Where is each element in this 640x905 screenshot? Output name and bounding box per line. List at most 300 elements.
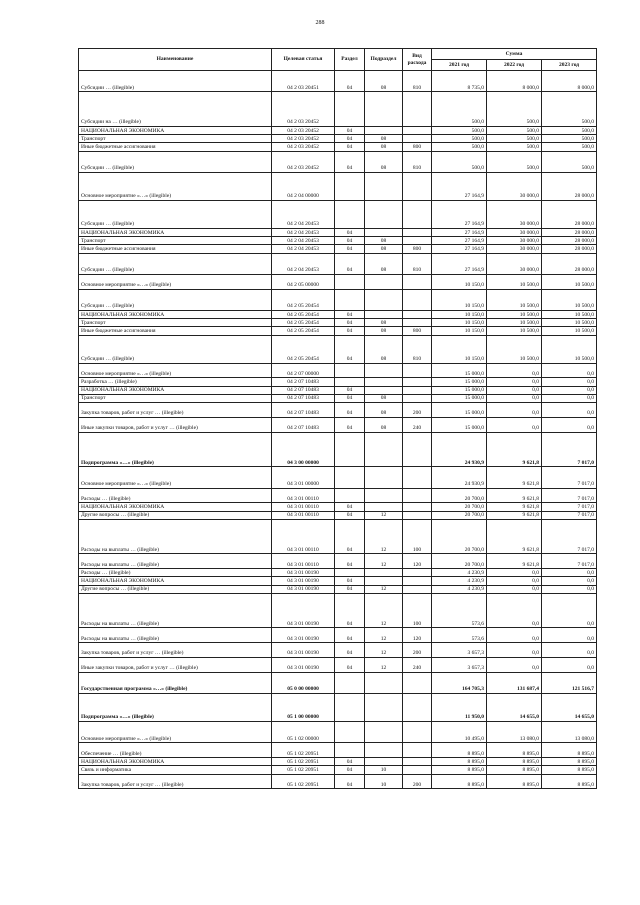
row-subsection: 12: [365, 511, 403, 519]
row-type: [403, 488, 432, 503]
row-sum-2021: 10 150,0: [432, 311, 487, 319]
row-name: Иные закупки товаров, работ и услуг … (illegible): [79, 417, 272, 432]
table-row: [79, 403, 597, 418]
row-section: [335, 488, 365, 503]
table-row: [79, 672, 597, 693]
row-sum-2023: 28 000,0: [542, 200, 597, 228]
row-subsection: 12: [365, 585, 403, 593]
row-subsection: 08: [365, 237, 403, 245]
row-sum-2023: 10 500,0: [542, 327, 597, 335]
table-row: [79, 363, 597, 378]
row-target: 04 3 01 00190: [272, 593, 335, 628]
row-sum-2021: 164 705,3: [432, 672, 487, 693]
row-section: 04: [335, 417, 365, 432]
row-target: 04 2 07 10483: [272, 394, 335, 402]
row-target: 04 2 03 20452: [272, 151, 335, 172]
row-name: Другие вопросы … (illegible): [79, 511, 272, 519]
table-row: [79, 245, 597, 253]
row-section: 04: [335, 71, 365, 92]
table-row: [79, 71, 597, 92]
table-body: [79, 71, 597, 789]
row-section: [335, 569, 365, 577]
table-row: [79, 766, 597, 774]
row-type: [403, 758, 432, 766]
row-type: [403, 743, 432, 758]
row-sum-2021: 15 000,0: [432, 403, 487, 418]
row-sum-2023: 0,0: [542, 585, 597, 593]
table-row: [79, 743, 597, 758]
row-sum-2021: 10 150,0: [432, 335, 487, 363]
row-target: 04 3 01 00110: [272, 511, 335, 519]
row-sum-2023: 7 017,0: [542, 488, 597, 503]
row-subsection: 08: [365, 71, 403, 92]
row-subsection: [365, 569, 403, 577]
row-sum-2021: 15 000,0: [432, 378, 487, 386]
row-sum-2021: 15 000,0: [432, 417, 487, 432]
row-name: Основное мероприятие «…» (illegible): [79, 467, 272, 488]
row-type: 120: [403, 628, 432, 643]
row-target: 04 2 04 20453: [272, 228, 335, 236]
row-type: [403, 126, 432, 134]
row-section: 04: [335, 335, 365, 363]
row-sum-2022: 30 000,0: [487, 237, 542, 245]
row-section: [335, 432, 365, 467]
row-sum-2023: 8 895,0: [542, 774, 597, 789]
row-sum-2021: 20 700,0: [432, 511, 487, 519]
table-row: [79, 628, 597, 643]
row-sum-2021: 27 164,9: [432, 228, 487, 236]
table-row: [79, 143, 597, 151]
row-sum-2023: 7 017,0: [542, 511, 597, 519]
table-row: [79, 92, 597, 127]
row-sum-2022: 500,0: [487, 135, 542, 143]
row-sum-2021: 10 150,0: [432, 327, 487, 335]
row-subsection: [365, 228, 403, 236]
row-target: 04 2 03 20452: [272, 126, 335, 134]
row-sum-2021: 8 895,0: [432, 758, 487, 766]
row-sum-2022: 9 621,8: [487, 519, 542, 554]
row-section: 04: [335, 511, 365, 519]
row-name: Подпрограмма «…» (illegible): [79, 432, 272, 467]
row-sum-2021: 500,0: [432, 126, 487, 134]
row-sum-2022: 9 621,8: [487, 554, 542, 569]
row-target: 04 2 03 20452: [272, 135, 335, 143]
row-sum-2022: 0,0: [487, 378, 542, 386]
row-sum-2021: 8 895,0: [432, 766, 487, 774]
row-type: [403, 511, 432, 519]
row-section: 04: [335, 503, 365, 511]
row-sum-2022: 0,0: [487, 628, 542, 643]
row-name: Основное мероприятие «…» (illegible): [79, 363, 272, 378]
row-sum-2023: 10 500,0: [542, 335, 597, 363]
row-sum-2022: 10 500,0: [487, 311, 542, 319]
row-sum-2021: 500,0: [432, 92, 487, 127]
row-sum-2022: 0,0: [487, 569, 542, 577]
row-sum-2022: 9 621,8: [487, 467, 542, 488]
table-row: [79, 311, 597, 319]
row-sum-2023: 7 017,0: [542, 503, 597, 511]
page-number: 288: [315, 20, 325, 26]
row-name: Основное мероприятие «…» (illegible): [79, 722, 272, 743]
row-section: 04: [335, 245, 365, 253]
row-section: [335, 200, 365, 228]
row-sum-2021: 8 895,0: [432, 774, 487, 789]
row-sum-2023: 0,0: [542, 569, 597, 577]
row-subsection: [365, 722, 403, 743]
row-section: [335, 289, 365, 310]
row-sum-2023: 28 000,0: [542, 245, 597, 253]
row-name: Субсидии на … (illegible): [79, 92, 272, 127]
row-target: 04 2 04 20453: [272, 253, 335, 274]
row-sum-2023: 0,0: [542, 643, 597, 658]
row-target: 04 3 01 00190: [272, 577, 335, 585]
row-subsection: [365, 92, 403, 127]
row-sum-2023: 0,0: [542, 386, 597, 394]
row-sum-2022: 9 621,8: [487, 503, 542, 511]
row-subsection: 08: [365, 403, 403, 418]
row-sum-2021: 3 657,3: [432, 657, 487, 672]
row-name: Закупка товаров, работ и услуг … (illegible): [79, 643, 272, 658]
row-section: 04: [335, 151, 365, 172]
table-row: [79, 511, 597, 519]
row-sum-2023: 10 500,0: [542, 319, 597, 327]
row-name: Другие вопросы … (illegible): [79, 585, 272, 593]
row-name: НАЦИОНАЛЬНАЯ ЭКОНОМИКА: [79, 503, 272, 511]
row-subsection: 10: [365, 774, 403, 789]
row-name: Расходы … (illegible): [79, 569, 272, 577]
row-name: Субсидии … (illegible): [79, 71, 272, 92]
row-sum-2022: 10 500,0: [487, 289, 542, 310]
row-sum-2023: 0,0: [542, 394, 597, 402]
row-subsection: [365, 200, 403, 228]
row-type: [403, 394, 432, 402]
row-sum-2023: 28 000,0: [542, 237, 597, 245]
table-row: [79, 319, 597, 327]
table-row: [79, 467, 597, 488]
row-type: 810: [403, 151, 432, 172]
row-subsection: 12: [365, 554, 403, 569]
row-section: 04: [335, 143, 365, 151]
row-target: 04 2 04 00000: [272, 172, 335, 200]
row-sum-2022: 9 621,8: [487, 488, 542, 503]
row-type: [403, 386, 432, 394]
row-sum-2021: 27 164,9: [432, 172, 487, 200]
row-target: 04 2 07 10483: [272, 417, 335, 432]
row-type: [403, 378, 432, 386]
row-section: 04: [335, 394, 365, 402]
header-sum: Сумма: [432, 49, 597, 60]
header-2021: 2021 год: [432, 60, 487, 71]
row-subsection: [365, 378, 403, 386]
row-subsection: 08: [365, 335, 403, 363]
row-sum-2023: 0,0: [542, 657, 597, 672]
row-sum-2022: 500,0: [487, 92, 542, 127]
row-subsection: [365, 274, 403, 289]
row-name: Иные закупки товаров, работ и услуг … (illegible): [79, 657, 272, 672]
row-section: 04: [335, 766, 365, 774]
table-row: [79, 417, 597, 432]
row-sum-2023: 10 500,0: [542, 289, 597, 310]
row-section: 04: [335, 311, 365, 319]
row-name: Подпрограмма «…» (illegible): [79, 694, 272, 722]
row-section: 04: [335, 774, 365, 789]
row-type: [403, 200, 432, 228]
row-subsection: 08: [365, 151, 403, 172]
row-subsection: [365, 488, 403, 503]
row-sum-2021: 20 700,0: [432, 519, 487, 554]
table-row: [79, 758, 597, 766]
row-section: 04: [335, 327, 365, 335]
row-sum-2022: 30 000,0: [487, 228, 542, 236]
row-sum-2023: 500,0: [542, 151, 597, 172]
row-section: 04: [335, 253, 365, 274]
row-name: Субсидии … (illegible): [79, 253, 272, 274]
row-section: [335, 172, 365, 200]
header-name: Наименование: [79, 49, 272, 71]
row-name: НАЦИОНАЛЬНАЯ ЭКОНОМИКА: [79, 758, 272, 766]
row-section: 04: [335, 403, 365, 418]
row-sum-2021: 15 000,0: [432, 394, 487, 402]
table-row: [79, 432, 597, 467]
header-type: Вид расхода: [403, 49, 432, 71]
table-row: [79, 151, 597, 172]
row-name: Расходы на выплаты … (illegible): [79, 628, 272, 643]
row-name: Связь и информатика: [79, 766, 272, 774]
row-type: [403, 363, 432, 378]
row-target: 04 2 05 20454: [272, 311, 335, 319]
row-sum-2022: 9 621,8: [487, 432, 542, 467]
row-target: 05 1 02 20951: [272, 766, 335, 774]
row-sum-2021: 10 150,0: [432, 289, 487, 310]
row-name: Транспорт: [79, 237, 272, 245]
row-sum-2022: 500,0: [487, 143, 542, 151]
row-sum-2023: 7 017,0: [542, 519, 597, 554]
row-target: 04 3 01 00110: [272, 519, 335, 554]
table-row: [79, 394, 597, 402]
row-target: 04 2 05 20454: [272, 327, 335, 335]
row-type: [403, 766, 432, 774]
row-type: [403, 432, 432, 467]
table-row: [79, 386, 597, 394]
row-name: Обеспечение … (illegible): [79, 743, 272, 758]
row-target: 05 1 02 20951: [272, 743, 335, 758]
row-section: 04: [335, 628, 365, 643]
row-sum-2023: 500,0: [542, 92, 597, 127]
row-target: 04 3 01 00190: [272, 628, 335, 643]
row-section: 04: [335, 228, 365, 236]
row-target: 05 1 02 20951: [272, 758, 335, 766]
row-name: Субсидии … (illegible): [79, 200, 272, 228]
row-sum-2022: 8 895,0: [487, 766, 542, 774]
row-type: 240: [403, 417, 432, 432]
row-subsection: 08: [365, 245, 403, 253]
row-section: [335, 274, 365, 289]
row-subsection: [365, 311, 403, 319]
row-section: 04: [335, 319, 365, 327]
row-section: 04: [335, 554, 365, 569]
table-row: [79, 335, 597, 363]
row-type: [403, 585, 432, 593]
row-target: 04 3 01 00110: [272, 488, 335, 503]
row-subsection: 08: [365, 319, 403, 327]
budget-table: [78, 48, 597, 789]
row-sum-2023: 10 500,0: [542, 311, 597, 319]
row-target: 04 3 01 00190: [272, 657, 335, 672]
row-sum-2023: 121 516,7: [542, 672, 597, 693]
row-target: 04 2 03 20452: [272, 92, 335, 127]
table-row: [79, 237, 597, 245]
row-name: Основное мероприятие «…» (illegible): [79, 172, 272, 200]
row-sum-2022: 8 000,0: [487, 71, 542, 92]
row-sum-2023: 0,0: [542, 378, 597, 386]
row-name: Субсидии … (illegible): [79, 335, 272, 363]
header-2023: 2023 год: [542, 60, 597, 71]
table-row: [79, 172, 597, 200]
row-name: Расходы … (illegible): [79, 488, 272, 503]
row-sum-2023: 0,0: [542, 577, 597, 585]
row-sum-2022: 30 000,0: [487, 172, 542, 200]
row-sum-2022: 0,0: [487, 403, 542, 418]
table-row: [79, 519, 597, 554]
row-name: Транспорт: [79, 135, 272, 143]
row-type: [403, 228, 432, 236]
row-subsection: 08: [365, 253, 403, 274]
row-sum-2023: 500,0: [542, 126, 597, 134]
row-section: 04: [335, 519, 365, 554]
row-subsection: [365, 432, 403, 467]
row-sum-2021: 15 000,0: [432, 363, 487, 378]
row-name: Иные бюджетные ассигнования: [79, 245, 272, 253]
row-sum-2023: 8 895,0: [542, 743, 597, 758]
row-target: 04 3 00 00000: [272, 432, 335, 467]
row-section: 04: [335, 585, 365, 593]
row-sum-2023: 28 000,0: [542, 172, 597, 200]
row-section: [335, 378, 365, 386]
row-name: Иные бюджетные ассигнования: [79, 143, 272, 151]
row-sum-2022: 8 895,0: [487, 774, 542, 789]
row-sum-2022: 0,0: [487, 417, 542, 432]
row-type: [403, 722, 432, 743]
row-sum-2023: 28 000,0: [542, 228, 597, 236]
table-row: [79, 722, 597, 743]
row-sum-2021: 15 000,0: [432, 386, 487, 394]
table-row: [79, 569, 597, 577]
row-type: [403, 569, 432, 577]
row-target: 04 2 04 20453: [272, 245, 335, 253]
row-sum-2021: 27 164,9: [432, 200, 487, 228]
row-subsection: [365, 577, 403, 585]
row-sum-2021: 24 930,9: [432, 467, 487, 488]
row-type: 120: [403, 554, 432, 569]
row-section: [335, 363, 365, 378]
row-sum-2022: 30 000,0: [487, 245, 542, 253]
row-sum-2023: 0,0: [542, 593, 597, 628]
row-sum-2021: 8 895,0: [432, 743, 487, 758]
row-subsection: [365, 503, 403, 511]
row-name: Государственная программа «…» (illegible): [79, 672, 272, 693]
row-sum-2021: 4 230,9: [432, 569, 487, 577]
table-row: [79, 503, 597, 511]
row-name: НАЦИОНАЛЬНАЯ ЭКОНОМИКА: [79, 311, 272, 319]
row-section: 04: [335, 593, 365, 628]
row-sum-2023: 7 017,0: [542, 432, 597, 467]
row-sum-2023: 8 895,0: [542, 766, 597, 774]
row-section: [335, 672, 365, 693]
row-subsection: 12: [365, 593, 403, 628]
row-sum-2023: 14 655,0: [542, 694, 597, 722]
row-subsection: [365, 363, 403, 378]
row-sum-2021: 20 700,0: [432, 488, 487, 503]
row-sum-2022: 0,0: [487, 394, 542, 402]
row-section: 04: [335, 237, 365, 245]
row-sum-2022: 10 500,0: [487, 274, 542, 289]
row-sum-2023: 0,0: [542, 417, 597, 432]
row-type: [403, 672, 432, 693]
row-subsection: 08: [365, 143, 403, 151]
table-row: [79, 488, 597, 503]
row-name: Субсидии … (illegible): [79, 151, 272, 172]
row-type: 200: [403, 403, 432, 418]
row-type: 100: [403, 519, 432, 554]
table-row: [79, 577, 597, 585]
row-name: НАЦИОНАЛЬНАЯ ЭКОНОМИКА: [79, 228, 272, 236]
row-sum-2023: 0,0: [542, 363, 597, 378]
row-target: 04 3 01 00190: [272, 569, 335, 577]
row-sum-2021: 20 700,0: [432, 554, 487, 569]
table-row: [79, 554, 597, 569]
row-section: 04: [335, 126, 365, 134]
row-type: 810: [403, 335, 432, 363]
row-name: Расходы на выплаты … (illegible): [79, 554, 272, 569]
row-type: 800: [403, 143, 432, 151]
row-subsection: [365, 758, 403, 766]
table-row: [79, 657, 597, 672]
row-target: 04 2 07 00000: [272, 363, 335, 378]
row-sum-2021: 24 930,9: [432, 432, 487, 467]
row-section: [335, 743, 365, 758]
row-sum-2022: 10 500,0: [487, 327, 542, 335]
row-type: 800: [403, 327, 432, 335]
row-type: [403, 274, 432, 289]
row-subsection: 12: [365, 643, 403, 658]
row-type: [403, 577, 432, 585]
row-sum-2022: 0,0: [487, 585, 542, 593]
row-section: [335, 92, 365, 127]
row-name: Разработка … (illegible): [79, 378, 272, 386]
row-sum-2021: 20 700,0: [432, 503, 487, 511]
row-type: [403, 503, 432, 511]
row-subsection: 10: [365, 766, 403, 774]
row-target: 04 3 01 00000: [272, 467, 335, 488]
row-name: Основное мероприятие «…» (illegible): [79, 274, 272, 289]
row-name: Транспорт: [79, 394, 272, 402]
header-target: Целевая статья: [272, 49, 335, 71]
header-row: [79, 49, 597, 60]
row-subsection: [365, 694, 403, 722]
row-sum-2021: 10 150,0: [432, 319, 487, 327]
row-subsection: [365, 126, 403, 134]
row-type: 810: [403, 253, 432, 274]
row-sum-2022: 500,0: [487, 126, 542, 134]
row-subsection: [365, 172, 403, 200]
row-name: НАЦИОНАЛЬНАЯ ЭКОНОМИКА: [79, 126, 272, 134]
table-row: [79, 253, 597, 274]
row-section: [335, 694, 365, 722]
table-row: [79, 774, 597, 789]
table-row: [79, 593, 597, 628]
row-sum-2022: 9 621,8: [487, 511, 542, 519]
row-type: [403, 237, 432, 245]
